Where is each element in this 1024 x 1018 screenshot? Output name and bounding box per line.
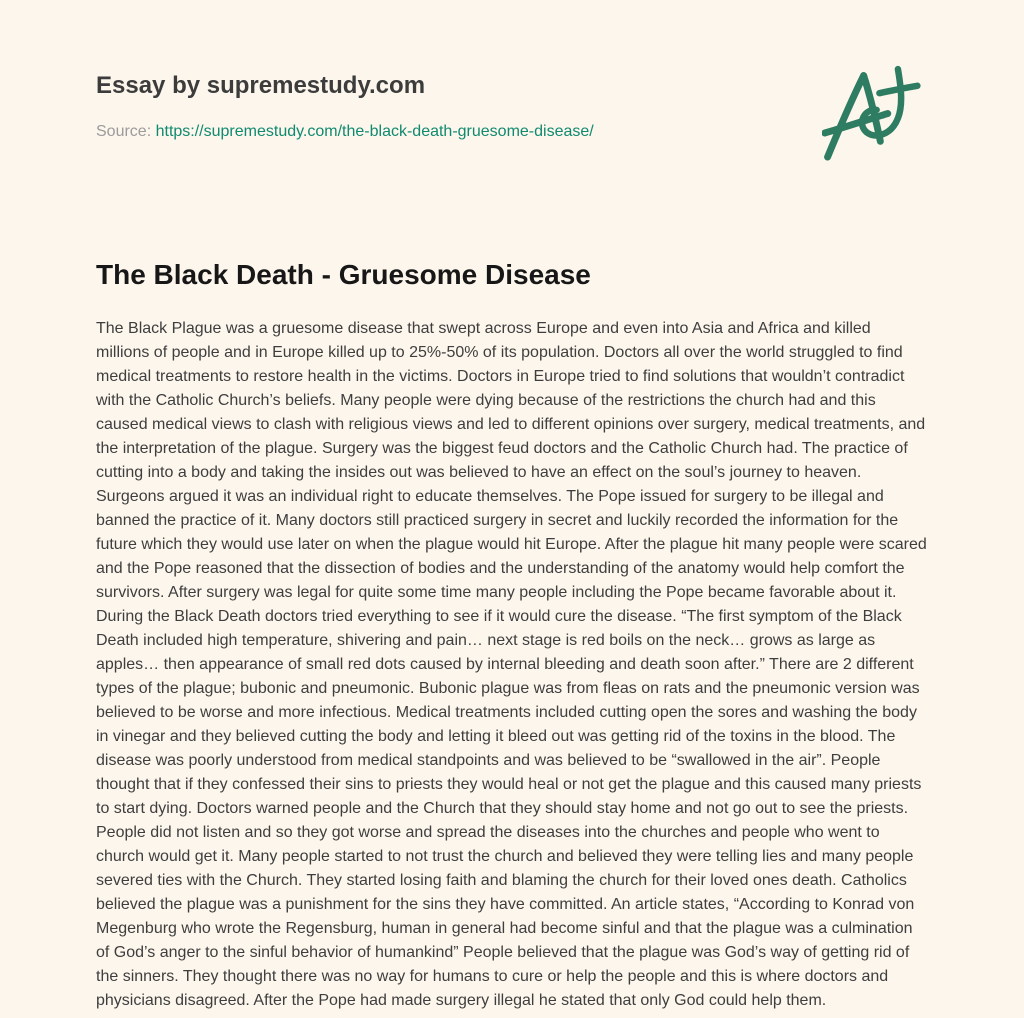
essay-title: The Black Death - Gruesome Disease (96, 258, 591, 290)
document-content (96, 0, 928, 1013)
source-link[interactable]: https://supremestudy.com/the-black-death-gruesome-disease/ (155, 122, 594, 140)
source-label: Source: (96, 122, 152, 140)
page-title: Essay by supremestudy.com (96, 72, 426, 99)
essay-body-text: The Black Plague was a gruesome disease that swept across Europe and even into Asia and Africa and killed millions of people and in Europe killed up to 25%-50% of its population. Doctors all over the world struggled to find medical treatments to restore health in the victims. Doctors in Europe tried to find solutions that wouldn’t contradict with the Catholic Church’s beliefs. Many people were dying because of the restrictions the church had and this caused medical views to clash with religious views and led to different opinions over surgery, medical treatments, and the interpretation of the plague. Surgery was the biggest feud doctors and the Catholic Church had. The practice of cutting into a body and taking the insides out was believed to have an effect on the soul’s journey to heaven. Surgeons argued it was an individual right to educate themselves. The Pope issued for surgery to be illegal and banned the practice of it. Many doctors still practiced surgery in secret and luckily recorded the information for the future which they would use later on when the plague would hit Europe. After the plague hit many people were scared and the Pope reasoned that the dissection of bodies and the understanding of the anatomy would help comfort the survivors. After surgery was legal for quite some time many people including the Pope became favorable about it. During the Black Death doctors tried everything to see if it would cure the disease. “The first symptom of the Black Death included high temperature, shivering and pain… next stage is red boils on the neck… grows as large as apples… then appearance of small red dots caused by internal bleeding and death soon after.” There are 2 different types of the plague; bubonic and pneumonic. Bubonic plague was from fleas on rats and the pneumonic version was believed to be worse and more infectious. Medical treatments included cutting open the sores and washing the body in vinegar and they believed cutting the body and letting it bleed out was getting rid of the toxins in the blood. The disease was poorly understood from medical standpoints and was believed to be “swallowed in the air”. People thought that if they confessed their sins to priests they would heal or not get the plague and this caused many priests to start dying. Doctors warned people and the Church that they should stay home and not go out to see the priests. People did not listen and so they got worse and spread the diseases into the churches and people who went to church would get it. Many people started to not trust the church and believed they were telling lies and many people severed ties with the Church. They started losing faith and blaming the church for their loved ones death. Catholics believed the plague was a punishment for the sins they have committed. An article states, “According to Konrad von Megenburg who wrote the Regensburg, human in general had become sinful and that the plague was a culmination of God’s anger to the sinful behavior of humankind” People believed that the plague was God’s way of getting rid of the sinners. They thought there was no way for humans to cure or help the people and this is where doctors and physicians disagreed. After the Pope had made surgery illegal he stated that only God could help them. (96, 319, 927, 1009)
source-line (96, 122, 928, 141)
a-plus-logo-icon (822, 62, 922, 166)
